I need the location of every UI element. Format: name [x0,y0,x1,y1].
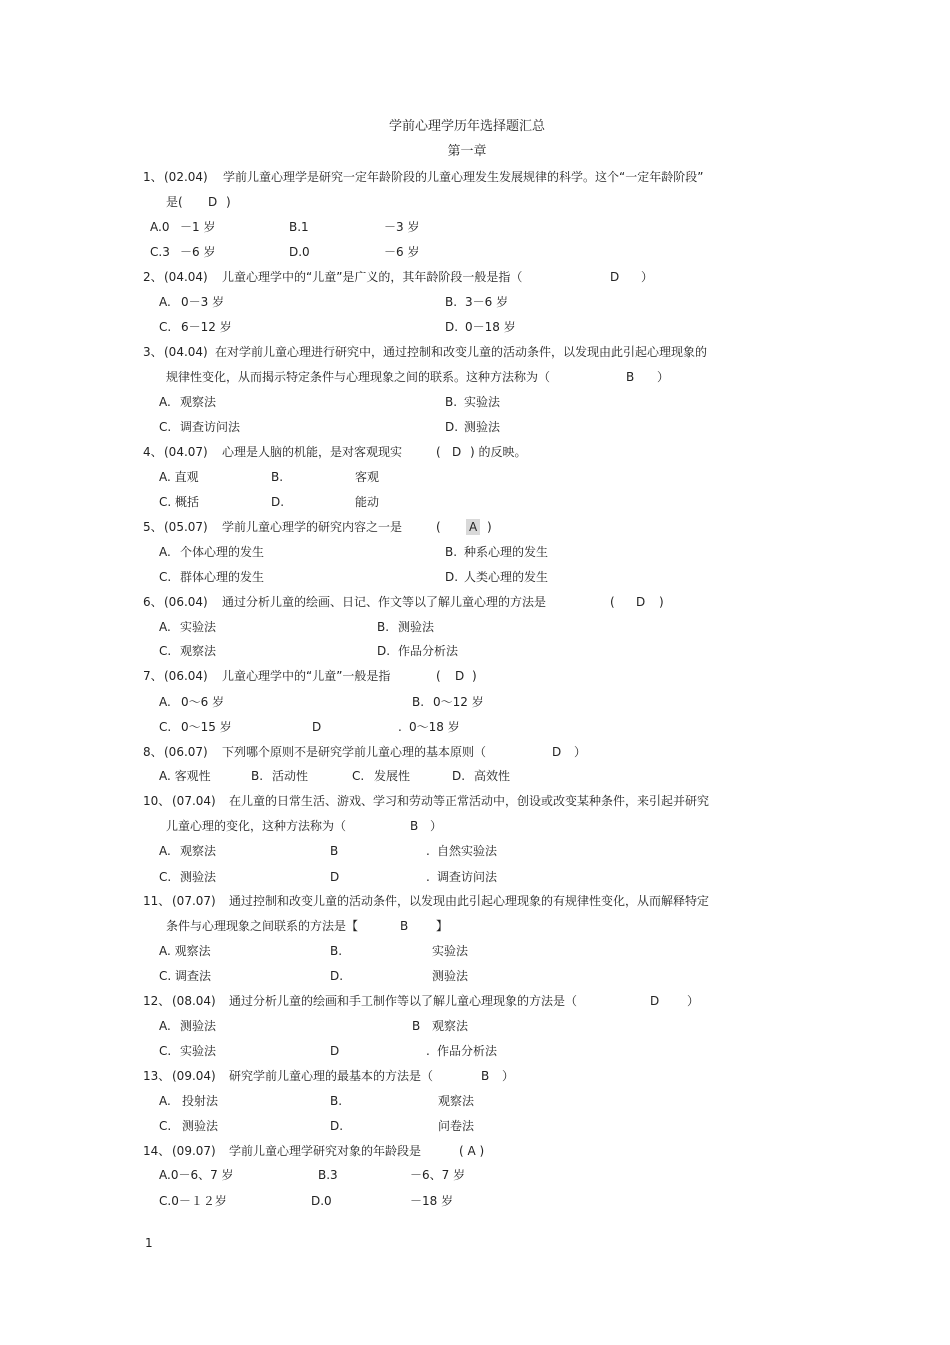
answer: D [452,445,462,459]
answer-open: ( [610,595,615,609]
option-d-label: D. [445,320,459,334]
option-c: C.0－１２岁 [159,1194,227,1208]
option-c-text: 实验法 [180,1044,217,1058]
option-b-text: 客观 [355,470,380,484]
option-b-label: B. [330,944,343,958]
question-number: 5、 [143,520,163,534]
answer-close: ） [502,1069,515,1083]
option-b-text: 测验法 [398,620,435,634]
option-b-text: －3 岁 [384,220,420,234]
option-d-text: 测验法 [432,969,469,983]
option-b-text: －6、7 岁 [410,1168,466,1182]
option-a-label: A. [159,295,171,309]
question-stem: 心理是人脑的机能，是对客观现实 [222,445,403,459]
option-d-dot: . [398,720,402,734]
option-a-label: A.0 [150,220,170,234]
answer-open: ( [436,445,441,459]
option-a-label: A. [159,1094,171,1108]
question-number: 8、 [143,745,163,759]
question-number: 12、 [143,994,171,1008]
option-a-label: A. [159,695,171,709]
answer: B [400,919,409,933]
option-b-label: B. [377,620,390,634]
option-a-text: －1 岁 [180,220,216,234]
page-number: 1 [145,1236,153,1250]
option-c-label: C. [159,1119,172,1133]
option-b-dot: . [426,844,430,858]
option-d-label: D. [330,969,344,983]
option-c-text: －6 岁 [180,245,216,259]
option-d-label: D [330,1044,340,1058]
answer: ( A ) [459,1144,485,1158]
option-d-label: D [312,720,322,734]
answer: B [481,1069,490,1083]
question-stem: 儿童心理学中的“儿童”是广义的，其年龄阶段一般是指（ [222,270,523,284]
option-d-text: 测验法 [464,420,501,434]
option-b-text: 种系心理的发生 [464,545,549,559]
option-a-label: A. [159,545,171,559]
option-b-text: 实验法 [464,395,501,409]
option-d-text: 0～18 岁 [409,720,460,734]
option-c-label: C. [159,644,172,658]
question-number: 6、 [143,595,163,609]
option-b-label: B. [271,470,284,484]
option-d-text: 人类心理的发生 [464,570,549,584]
option-d-label: D. [271,495,285,509]
answer: D [610,270,620,284]
answer-open: ( [436,669,441,683]
answer: B [410,819,419,833]
option-d-label: D.0 [311,1194,332,1208]
option-c-label: C. [159,420,172,434]
option-a-text: 0～6 岁 [181,695,225,709]
answer: D [552,745,562,759]
question-stem: 下列哪个原则不是研究学前儿童心理的基本原则（ [222,745,487,759]
exam-code: (09.07) [172,1144,216,1158]
option-d-dot: . [426,870,430,884]
option-d-label: D. [452,769,466,783]
option-c-label: C. [159,570,172,584]
question-stem: 通过分析儿童的绘画和手工制作等以了解儿童心理现象的方法是（ [229,994,578,1008]
option-d-text: 作品分析法 [437,1044,498,1058]
question-number: 2、 [143,270,163,284]
option-b-label: B [412,1019,421,1033]
option-a-text: 测验法 [180,1019,217,1033]
option-b-label: B. [445,295,458,309]
option-b-text: 观察法 [432,1019,469,1033]
option-b-text: 活动性 [272,769,309,783]
option-c-label: C. [159,1044,172,1058]
option-a-label: A. [159,620,171,634]
option-b-label: B. [330,1094,343,1108]
question-number: 4、 [143,445,163,459]
question-stem-cont: 规律性变化，从而揭示特定条件与心理现象之间的联系。这种方法称为（ [166,370,551,384]
option-c-text: 群体心理的发生 [180,570,265,584]
option-b-text: 自然实验法 [437,844,498,858]
option-a-label: A. [159,1019,171,1033]
question-stem: 通过控制和改变儿童的活动条件，以发现由此引起心理现象的有规律性变化，从而解释特定 [229,894,710,908]
option-c-label: C. [159,320,172,334]
option-d-label: D. [377,644,391,658]
option-a-text: 个体心理的发生 [180,545,265,559]
option-d-label: D. [445,420,459,434]
question-stem-cont: 是( [166,195,183,209]
option-b-label: B. [251,769,264,783]
answer-close: ） [687,994,700,1008]
question-stem: 在儿童的日常生活、游戏、学习和劳动等正常活动中，创设或改变某种条件，来引起并研究 [229,794,710,808]
question-number: 11、 [143,894,171,908]
answer-open: ( [436,520,441,534]
option-b-label: B.1 [289,220,309,234]
option-d-label: D. [330,1119,344,1133]
option-a: A. 直观 [159,470,199,484]
option-d-label: D.0 [289,245,310,259]
option-b-text: 观察法 [438,1094,475,1108]
option-c-text: 发展性 [374,769,411,783]
option-c-label: C. [352,769,365,783]
option-d-text: 调查访问法 [437,870,498,884]
answer: D [650,994,660,1008]
option-d-text: 作品分析法 [398,644,459,658]
answer: B [626,370,635,384]
question-number: 10、 [143,794,171,808]
answer-close: ) [659,595,664,609]
exam-code: (04.04) [164,270,208,284]
exam-code: (02.04) [164,170,208,184]
exam-code: (09.04) [172,1069,216,1083]
document-title: 学前心理学历年选择题汇总 [388,119,545,134]
question-number: 7、 [143,669,163,683]
option-d-text: 0－18 岁 [465,320,516,334]
option-d-label: D. [445,570,459,584]
exam-code: (07.07) [172,894,216,908]
question-number: 3、 [143,345,163,359]
option-a-label: A. [159,395,171,409]
exam-code: (04.07) [164,445,208,459]
option-a-text: 观察法 [180,395,217,409]
option-c-text: 调查访问法 [180,420,241,434]
question-stem: 研究学前儿童心理的最基本的方法是（ [229,1069,434,1083]
option-d-text: －6 岁 [384,245,420,259]
option-d-text: 高效性 [474,769,511,783]
option-c-label: C.3 [150,245,170,259]
question-stem: 通过分析儿童的绘画、日记、作文等以了解儿童心理的方法是 [222,595,547,609]
option-c-text: 观察法 [180,644,217,658]
option-b-text: 3－6 岁 [465,295,509,309]
exam-code: (08.04) [172,994,216,1008]
question-stem: 学前儿童心理学是研究一定年龄阶段的儿童心理发生发展规律的科学。这个“一定年龄阶段” [223,170,704,184]
option-c: C. 概括 [159,495,200,509]
question-number: 1、 [143,170,163,184]
question-stem: 在对学前儿童心理进行研究中，通过控制和改变儿童的活动条件，以发现由此引起心理现象的 [215,345,708,359]
option-c-text: 测验法 [182,1119,219,1133]
question-stem: 学前儿童心理学的研究内容之一是 [222,520,403,534]
answer-close: ） [574,745,587,759]
option-b-text: 实验法 [432,944,469,958]
option-c-label: C. [159,720,172,734]
answer-close: ) [472,669,477,683]
answer-close: ) 的反映。 [470,445,527,459]
answer: D [455,669,465,683]
option-c-text: 6－12 岁 [181,320,232,334]
option-a-text: 实验法 [180,620,217,634]
option-b-label: B [330,844,339,858]
answer: D [636,595,646,609]
exam-code: (04.04) [164,345,208,359]
answer-close: 】 [436,919,449,933]
option-b-label: B. [412,695,425,709]
question-stem-cont: 儿童心理的变化，这种方法称为（ [166,819,347,833]
option-d-dot: . [426,1044,430,1058]
option-c-text: 测验法 [180,870,217,884]
option-a-text: 投射法 [182,1094,219,1108]
option-c-text: 0～15 岁 [181,720,232,734]
answer: D [208,195,218,209]
exam-code: (07.04) [172,794,216,808]
option-b-label: B. [445,545,458,559]
option-a-label: A. [159,844,171,858]
option-a: A. 观察法 [159,944,211,958]
answer-highlight: A [466,519,480,535]
chapter-heading: 第一章 [447,144,487,159]
answer-close: ） [657,370,670,384]
question-number: 13、 [143,1069,171,1083]
question-stem: 学前儿童心理学研究对象的年龄段是 [229,1144,422,1158]
option-b-text: 0～12 岁 [433,695,484,709]
question-stem-cont: 条件与心理现象之间联系的方法是【 [166,919,359,933]
answer-close: ） [430,819,443,833]
option-a-text: 0－3 岁 [181,295,225,309]
option-d-text: －18 岁 [410,1194,454,1208]
option-d-text: 能动 [355,495,380,509]
answer-close: ) [487,520,492,534]
option-c-label: C. [159,870,172,884]
exam-code: (06.04) [164,669,208,683]
answer-close: ) [226,195,231,209]
exam-code: (06.04) [164,595,208,609]
question-stem: 儿童心理学中的“儿童”一般是指 [222,669,391,683]
exam-code: (06.07) [164,745,208,759]
option-c: C. 调查法 [159,969,212,983]
option-d-text: 问卷法 [438,1119,475,1133]
question-number: 14、 [143,1144,171,1158]
option-a: A. 客观性 [159,769,211,783]
option-b-label: B. [445,395,458,409]
option-a: A.0－6、7 岁 [159,1168,234,1182]
answer-close: ） [641,270,654,284]
option-a-text: 观察法 [180,844,217,858]
option-d-label: D [330,870,340,884]
option-b-label: B.3 [318,1168,338,1182]
exam-code: (05.07) [164,520,208,534]
